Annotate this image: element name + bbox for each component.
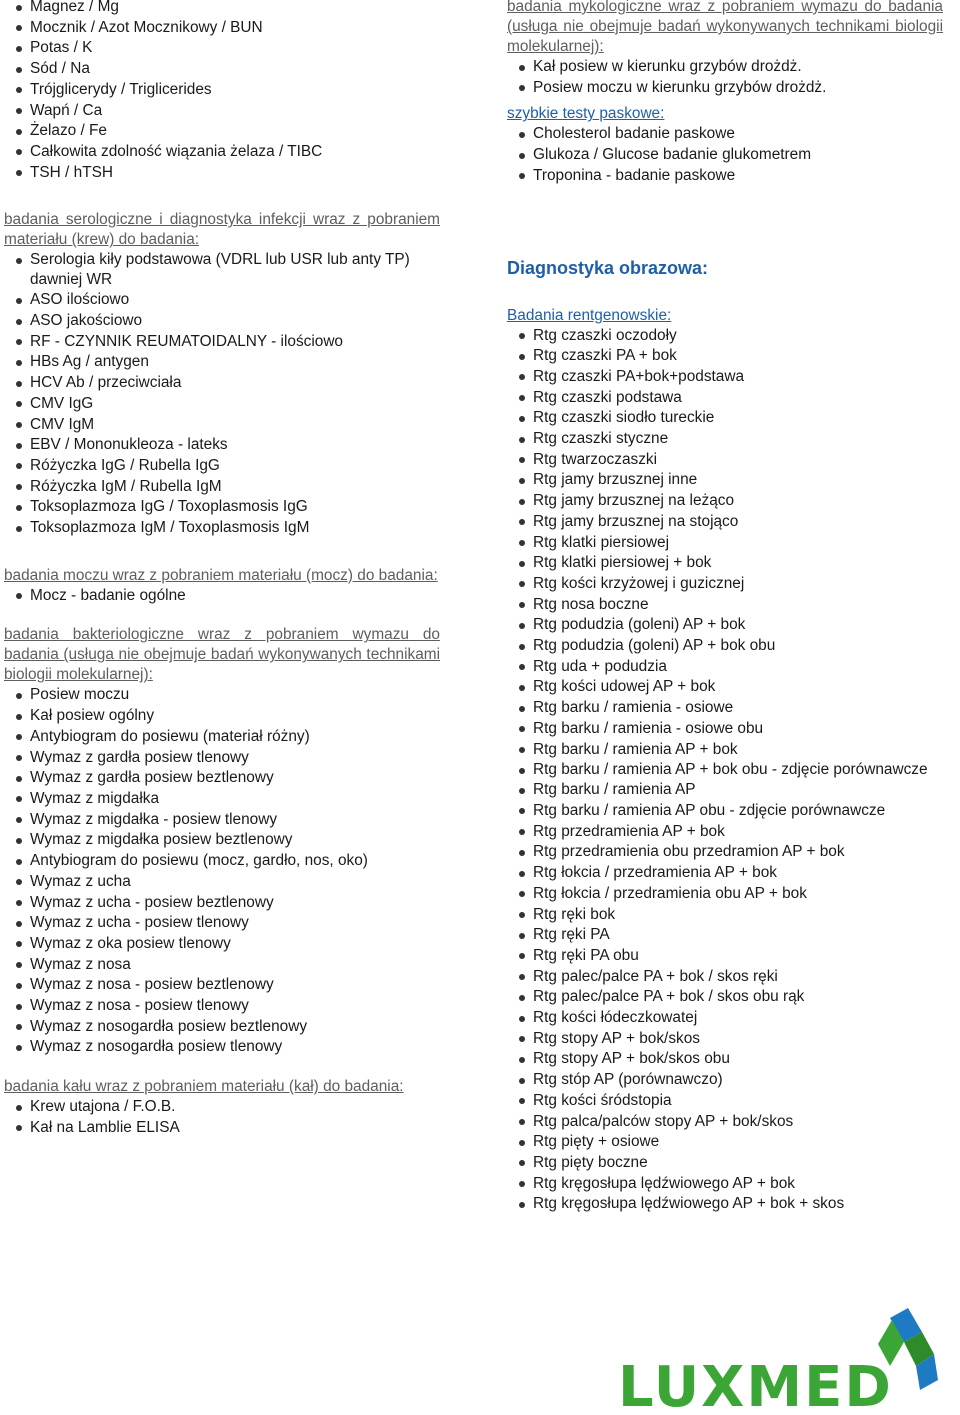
list-item: Wymaz z migdałka - posiew tlenowy (4, 810, 440, 831)
list-item: HBs Ag / antygen (4, 352, 440, 373)
list-item: Antybiogram do posiewu (mocz, gardło, nos, oko) (4, 851, 440, 872)
list-item: Rtg twarzoczaszki (507, 450, 943, 471)
list-item: Rtg pięty + osiowe (507, 1132, 943, 1153)
imaging-title: Diagnostyka obrazowa: (507, 257, 709, 278)
list-item: Kał na Lamblie ELISA (4, 1118, 440, 1139)
list-item: Rtg łokcia / przedramienia obu AP + bok (507, 884, 943, 905)
list-item: Rtg barku / ramienia AP obu - zdjęcie porównawcze (507, 801, 943, 822)
list-item: Wymaz z nosogardła posiew beztlenowy (4, 1017, 440, 1038)
list-item: Wymaz z migdałka (4, 789, 440, 810)
list-item: Kał posiew ogólny (4, 706, 440, 727)
left-column (4, 0, 440, 1139)
luxmed-logo (616, 1300, 946, 1410)
list-item: Rtg stopy AP + bok/skos obu (507, 1049, 943, 1070)
list-item: Wymaz z oka posiew tlenowy (4, 934, 440, 955)
list-item: Rtg ręki PA (507, 925, 943, 946)
list-item: Rtg klatki piersiowej + bok (507, 553, 943, 574)
list-item: Rtg przedramienia AP + bok (507, 822, 943, 843)
list-item: Rtg podudzia (goleni) AP + bok obu (507, 636, 943, 657)
rapid-tests-list (507, 124, 943, 186)
list-item: Rtg stóp AP (porównawczo) (507, 1070, 943, 1091)
mycology-heading: badania mykologiczne wraz z pobraniem wymazu do badania (usługa nie obejmuje badań wykonywanych technikami biologii molekularnej): (507, 0, 943, 55)
rapid-tests-heading: szybkie testy paskowe: (507, 105, 665, 123)
list-item: Rtg barku / ramienia AP + bok obu - zdjęcie porównawcze (507, 760, 943, 780)
list-item: Rtg stopy AP + bok/skos (507, 1029, 943, 1050)
list-item: Rtg kości łódeczkowatej (507, 1008, 943, 1029)
list-item: Sód / Na (4, 59, 440, 80)
list-item: Cholesterol badanie paskowe (507, 124, 943, 145)
list-item: Wymaz z ucha - posiew tlenowy (4, 913, 440, 934)
list-item: Potas / K (4, 38, 440, 59)
urine-list (4, 586, 440, 607)
list-item: Rtg nosa boczne (507, 595, 943, 616)
list-item: Rtg kości śródstopia (507, 1091, 943, 1112)
list-item: Rtg łokcia / przedramienia AP + bok (507, 863, 943, 884)
list-item: Rtg palca/palców stopy AP + bok/skos (507, 1112, 943, 1133)
list-item: Rtg palec/palce PA + bok / skos obu rąk (507, 987, 943, 1008)
serology-list (4, 250, 440, 538)
list-item: Rtg czaszki oczodoły (507, 326, 943, 347)
list-item: Rtg jamy brzusznej inne (507, 470, 943, 491)
list-item: Krew utajona / F.O.B. (4, 1097, 440, 1118)
list-item: Rtg uda + podudzia (507, 657, 943, 678)
list-item: Rtg czaszki PA + bok (507, 346, 943, 367)
list-item: Rtg czaszki PA+bok+podstawa (507, 367, 943, 388)
list-item: Kał posiew w kierunku grzybów drożdż. (507, 57, 943, 78)
list-item: Magnez / Mg (4, 0, 440, 18)
list-item: EBV / Mononukleoza - lateks (4, 435, 440, 456)
list-item: Rtg klatki piersiowej (507, 533, 943, 554)
list-item: CMV IgG (4, 394, 440, 415)
list-item: Rtg podudzia (goleni) AP + bok (507, 615, 943, 636)
list-item: Rtg kręgosłupa lędźwiowego AP + bok + skos (507, 1194, 943, 1215)
urine-heading: badania moczu wraz z pobraniem materiału (mocz) do badania: (4, 566, 438, 584)
list-item: Rtg ręki bok (507, 905, 943, 926)
list-item: Rtg czaszki podstawa (507, 388, 943, 409)
logo-wordmark: LUXMED (618, 1355, 893, 1410)
bacteriology-list (4, 685, 440, 1058)
list-item: Troponina - badanie paskowe (507, 166, 943, 187)
list-item: Wymaz z gardła posiew tlenowy (4, 748, 440, 769)
list-item: RF - CZYNNIK REUMATOIDALNY - ilościowo (4, 332, 440, 353)
list-item: Rtg barku / ramienia AP (507, 780, 943, 801)
list-item: Rtg czaszki styczne (507, 429, 943, 450)
list-item: TSH / hTSH (4, 163, 440, 184)
bacteriology-heading: badania bakteriologiczne wraz z pobraniem wymazu do badania (usługa nie obejmuje badań wykonywanych technikami biologii molekularnej): (4, 626, 440, 684)
list-item: Mocznik / Azot Mocznikowy / BUN (4, 18, 440, 39)
list-item: Serologia kiły podstawowa (VDRL lub USR lub anty TP) dawniej WR (4, 250, 440, 290)
list-item: Rtg kości krzyżowej i guzicznej (507, 574, 943, 595)
list-item: Wymaz z nosogardła posiew tlenowy (4, 1037, 440, 1058)
xray-list (507, 326, 943, 1216)
list-item: Wymaz z migdałka posiew beztlenowy (4, 830, 440, 851)
list-item: Rtg kręgosłupa lędźwiowego AP + bok (507, 1174, 943, 1195)
list-item: Wymaz z nosa (4, 955, 440, 976)
top-test-list (4, 0, 440, 183)
list-item: Wymaz z nosa - posiew tlenowy (4, 996, 440, 1017)
list-item: Rtg jamy brzusznej na leżąco (507, 491, 943, 512)
luxmed-logo-graphic (616, 1300, 946, 1410)
mycology-list (507, 57, 943, 98)
list-item: Żelazo / Fe (4, 121, 440, 142)
list-item: Rtg przedramienia obu przedramion AP + bok (507, 842, 943, 863)
list-item: Posiew moczu (4, 685, 440, 706)
list-item: Glukoza / Glucose badanie glukometrem (507, 145, 943, 166)
serology-heading: badania serologiczne i diagnostyka infekcji wraz z pobraniem materiału (krew) do badania: (4, 211, 440, 249)
list-item: Wymaz z gardła posiew beztlenowy (4, 768, 440, 789)
list-item: HCV Ab / przeciwciała (4, 373, 440, 394)
list-item: Rtg barku / ramienia AP + bok (507, 740, 943, 761)
list-item: Antybiogram do posiewu (materiał różny) (4, 727, 440, 748)
stool-list (4, 1097, 440, 1138)
list-item: Posiew moczu w kierunku grzybów drożdż. (507, 78, 943, 99)
list-item: CMV IgM (4, 415, 440, 436)
list-item: Całkowita zdolność wiązania żelaza / TIBC (4, 142, 440, 163)
list-item: Rtg kości udowej AP + bok (507, 677, 943, 698)
list-item: Rtg pięty boczne (507, 1153, 943, 1174)
list-item: Rtg barku / ramienia - osiowe (507, 698, 943, 719)
list-item: Rtg ręki PA obu (507, 946, 943, 967)
list-item: Rtg czaszki siodło tureckie (507, 408, 943, 429)
list-item: Wapń / Ca (4, 101, 440, 122)
list-item: Mocz - badanie ogólne (4, 586, 440, 607)
right-column (507, 0, 943, 1215)
xray-heading: Badania rentgenowskie: (507, 306, 672, 324)
list-item: Rtg palec/palce PA + bok / skos ręki (507, 967, 943, 988)
list-item: Trójglicerydy / Triglicerides (4, 80, 440, 101)
list-item: Rtg jamy brzusznej na stojąco (507, 512, 943, 533)
list-item: Wymaz z ucha (4, 872, 440, 893)
list-item: Różyczka IgG / Rubella IgG (4, 456, 440, 477)
list-item: Rtg barku / ramienia - osiowe obu (507, 719, 943, 740)
list-item: Toksoplazmoza IgG / Toxoplasmosis IgG (4, 497, 440, 518)
list-item: ASO ilościowo (4, 290, 440, 311)
list-item: Wymaz z nosa - posiew beztlenowy (4, 975, 440, 996)
list-item: Toksoplazmoza IgM / Toxoplasmosis IgM (4, 518, 440, 539)
list-item: Różyczka IgM / Rubella IgM (4, 477, 440, 498)
stool-heading: badania kału wraz z pobraniem materiału (kał) do badania: (4, 1078, 404, 1096)
list-item: Wymaz z ucha - posiew beztlenowy (4, 893, 440, 914)
list-item: ASO jakościowo (4, 311, 440, 332)
